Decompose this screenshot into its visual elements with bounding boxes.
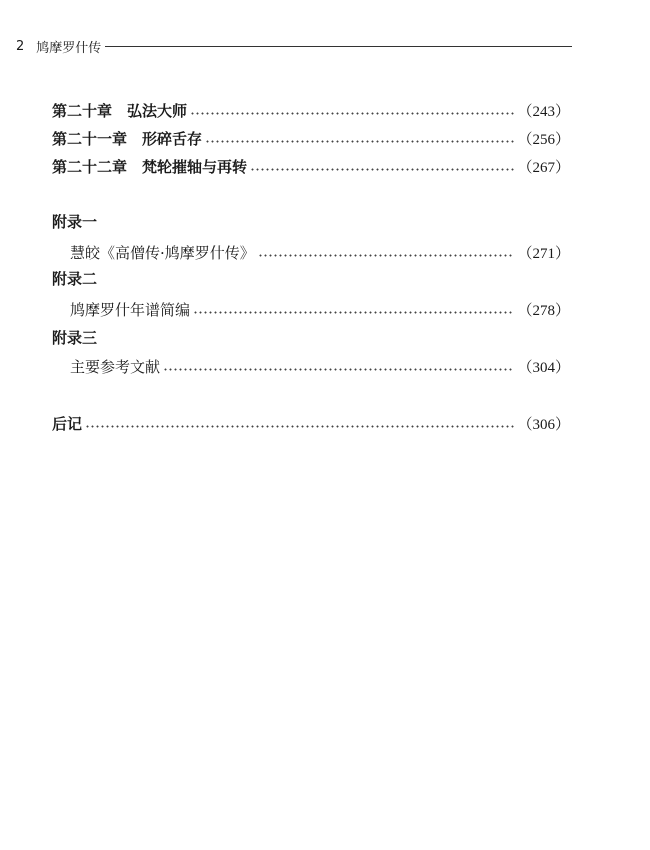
appendix-3-heading: 附录三 (52, 329, 98, 347)
toc-entry-label: 后记 (52, 414, 83, 433)
dot-leader (163, 368, 514, 371)
toc-entry-page: （271） (517, 245, 570, 262)
toc-entry-page: （256） (517, 131, 570, 148)
toc-entry-label: 主要参考文献 (70, 357, 161, 376)
dot-leader (190, 112, 514, 115)
toc-entry-page: （278） (517, 302, 570, 319)
dot-leader (193, 311, 514, 314)
toc-entry-chapter-22[interactable] (52, 155, 570, 177)
toc-entry-page: （243） (517, 103, 570, 120)
toc-entry-label: 慧皎《高僧传·鸠摩罗什传》 (70, 243, 255, 262)
toc-entry-appendix-3[interactable] (70, 355, 570, 377)
toc-entry-chapter-21[interactable] (52, 127, 570, 149)
toc-entry-page: （306） (517, 416, 570, 433)
dot-leader (205, 140, 514, 143)
toc-entry-appendix-1[interactable] (70, 241, 570, 263)
toc-entry-page: （267） (517, 159, 570, 176)
book-title: 鸠摩罗什传 (36, 40, 102, 56)
dot-leader (85, 425, 514, 428)
page-number: 2 (16, 38, 25, 54)
toc-entry-page: （304） (517, 359, 570, 376)
toc-entry-label: 第二十二章 梵轮摧轴与再转 (52, 157, 248, 176)
toc-entry-postscript[interactable] (52, 412, 570, 434)
dot-leader (258, 254, 515, 257)
toc-entry-label: 第二十章 弘法大师 (52, 101, 188, 120)
appendix-1-heading: 附录一 (52, 213, 98, 231)
toc-entry-chapter-20[interactable] (52, 99, 570, 121)
toc-entry-appendix-2[interactable] (70, 298, 570, 320)
toc-entry-label: 第二十一章 形碎舌存 (52, 129, 203, 148)
toc-entry-label: 鸠摩罗什年谱简编 (70, 300, 191, 319)
dot-leader (250, 168, 514, 171)
appendix-2-heading: 附录二 (52, 270, 98, 288)
